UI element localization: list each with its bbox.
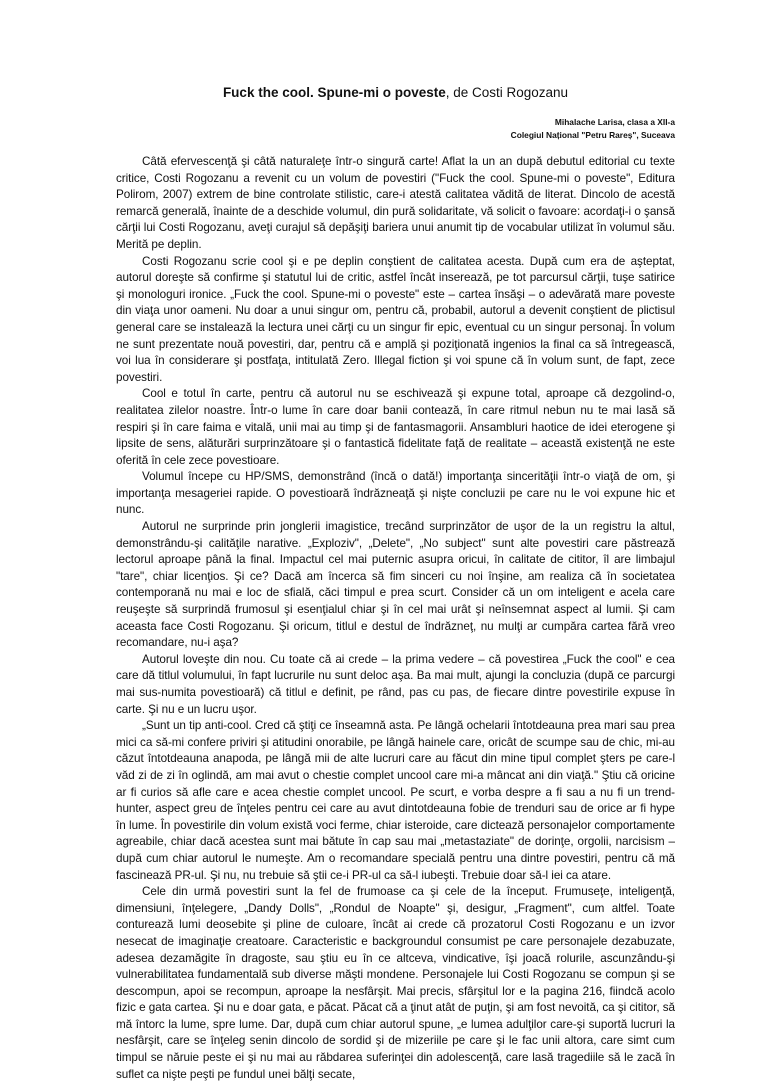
title-rest: , de Costi Rogozanu — [445, 85, 569, 100]
paragraph: Câtă efervescenţă şi câtă naturaleţe într-o singură carte! Aflat la un an după debutul editorial cu texte critice, Costi Rogozanu a revenit cu un volum de povestiri ("Fuck the cool. Spune-mi o poveste", Editura Polirom, 2007) extrem de bine controlate stilistic, care-i atestă calitatea vădită de literat. Dincolo de acestă remarcă generală, înainte de a deschide volumul, din pură solidaritate, vă solicit o favoare: acordaţi-i o şansă cărţii lui Costi Rogozanu, aveţi curajul să depăşiţi bariera unui anumit tip de vocabular utilizat în volumul său. Merită pe deplin. — [116, 155, 675, 251]
author-name: Mihalache Larisa, clasa a XII-a — [554, 117, 675, 127]
title-bold: Fuck the cool. Spune-mi o poveste — [222, 85, 446, 100]
paragraph: Volumul începe cu HP/SMS, demonstrând (încă o dată!) importanţa sincerităţii într-o viaţă de om, şi importanţa mesageriei rapide. O povestioară îndrăzneaţă şi nişte concluzii pe care nu le voi expune hic et nunc. — [116, 470, 675, 517]
paragraph: Cele din urmă povestiri sunt la fel de frumoase ca şi cele de la început. Frumuseţe, inteligenţă, dimensiuni, înţelegere, „Dandy Dolls", „Rondul de Noapte" şi, desigur, „Fragment", cum altfel. Toate conturează lumi deosebite şi pline de culoare, încât ai crede că prozatorul Costi Rogozanu e un izvor nesecat de imaginaţie creatoare. Caracteristic e backgroundul consumist pe care personajele dezabuzate, adesea dezamăgite în dragoste, sau ştiu eu în ce altceva, vindicative, îşi joacă rolurile, ascunzându-şi vulnerabilitatea fundamentală sub diverse măşti mondene. Personajele lui Costi Rogozanu se compun şi se descompun, apoi se recompun, aproape la nesfârşit. Mai precis, sfârşitul lor e la pagina 216, fiindcă acolo fizic e gata cartea. Şi nu e doar gata, e păcat. Păcat că a ţinut atât de puţin, şi am fost nevoită, ca şi cititor, să mă întorc la lume, spre lume. Dar, după cum chiar autorul spune, „e lumea adulţilor care-şi suportă lucruri la nesfârşit, care se înţeleg senin dincolo de sordid şi de mizeriile pe care şi le fac unii altora, care simt cum timpul se năruie peste ei şi nu mai au răbdarea suferinţei din adolescenţă, care lasă tragediile să le zacă în suflet ca nişte peşti pe fundul unei bălţi secate, — [116, 885, 675, 1081]
paragraph: Autorul loveşte din nou. Cu toate că ai crede – la prima vedere – că povestirea „Fuck the cool" e cea care dă titlul volumului, în fapt lucrurile nu sunt deloc aşa. Ba mai mult, ajungi la concluzia (după ce parcurgi mai sus-numita povestioară) că titlul e definit, pe rând, pas cu pas, de fiecare dintre povestirile expuse în carte. Şi nu e un lucru uşor. — [116, 652, 675, 716]
paragraph: Cool e totul în carte, pentru că autorul nu se eschivează şi expune total, aproape că dezgolind-o, realitatea zilelor noastre. Într-o lume în care doar banii contează, în care ritmul nebun nu te mai lasă să respiri şi în care faima e vitală, unii mai au timp şi de fantasmagorii. Ansambluri haotice de idei eterogene şi lipsite de sens, alăturări surprinzătoare şi o fantastică fidelitate faţă de realitate – această existenţă ne este oferită în cele zece povestioare. — [116, 387, 675, 467]
article-body — [116, 154, 675, 1083]
article-title — [116, 84, 675, 102]
paragraph: Autorul ne surprinde prin jonglerii imagistice, trecând surprinzător de uşor de la un registru la altul, demonstrându-şi calităţile narative. „Exploziv", „Delete", „No subject" sunt alte povestiri care păstrează lectorul aproape până la final. Impactul cel mai puternic asupra oricui, în calitate de cititor, îl are limbajul "tare", chiar licenţios. Şi ce? Dacă am încerca să fim sinceri cu noi înşine, am realiza că în societatea contemporană nu mai e loc de sfială, căci timpul e prea scurt. Consider că un om inteligent e acela care reuşeşte să surprindă frumosul şi esenţialul chiar şi în cel mai urât şi neînsemnat aspect al lumii. Şi cam aceasta face Costi Rogozanu. Şi oricum, titlul e destul de îndrăzneţ, nu mulţi ar cumpăra cartea fără vreo recomandare, nu-i aşa? — [116, 520, 675, 650]
paragraph: Costi Rogozanu scrie cool şi e pe deplin conştient de calitatea acesta. După cum era de aşteptat, autorul doreşte să confirme şi statutul lui de critic, astfel încât inserează, pe tot parcursul cărţii, tuşe satirice şi monologuri ironice. „Fuck the cool. Spune-mi o poveste" este – cartea însăşi – o adevărată mare poveste din viaţa unor oameni. Nu doar a unui singur om, pentru că, probabil, autorul a devenit conştient de plictisul general care se instalează la lectura unei cărţi cu un singur fir epic, eventual cu un singur personaj. În volum ne sunt prezentate nouă povestiri, dar, pentru că e amplă şi poziţionată ingenios la final ca să întregească, voi lua în considerare şi postfaţa, intitulată Zero. Illegal fiction şi voi spune că în volum sunt, de fapt, zece povestiri. — [116, 254, 675, 384]
paragraph: „Sunt un tip anti-cool. Cred că ştiţi ce înseamnă asta. Pe lângă ochelarii întotdeauna prea mari sau prea mici ca să-mi confere priviri şi atitudini onorabile, pe lângă hainele care, oricât de scumpe sau de chic, mi-au căzut întotdeauna anapoda, pe lângă mii de alte lucruri care au făcut din mine tipul complet şters pe care-l văd zi de zi în oglindă, am mai avut o chestie complet uncool care mi-a mâncat ani din viaţă." Ştiu că oricine ar fi curios să afle care e acea chestie complet uncool. Pe scurt, e vorba despre a fi sau a nu fi un trend-hunter, aspect greu de înţeles pentru cei care au avut dintotdeauna fobie de trenduri sau de orice ar fi hype în lume. În povestirile din volum există voci ferme, chiar isteroide, care dictează personajelor comportamente agreabile, chiar dacă acestea sunt mai bătute în cap sau mai „metastaziate" de dorinţe, orgolii, narcisism – după cum chiar autorul le numeşte. Am o recomandare specială pentru una dintre povestiri, pentru că mă fascinează PR-ul. Şi nu, nu trebuie să ştii ce-i PR-ul ca să-l iubeşti. Trebuie doar să-l iei ca atare. — [116, 719, 675, 882]
author-school: Colegiul Național "Petru Rareș", Suceava — [510, 130, 675, 140]
author-info — [116, 116, 675, 142]
